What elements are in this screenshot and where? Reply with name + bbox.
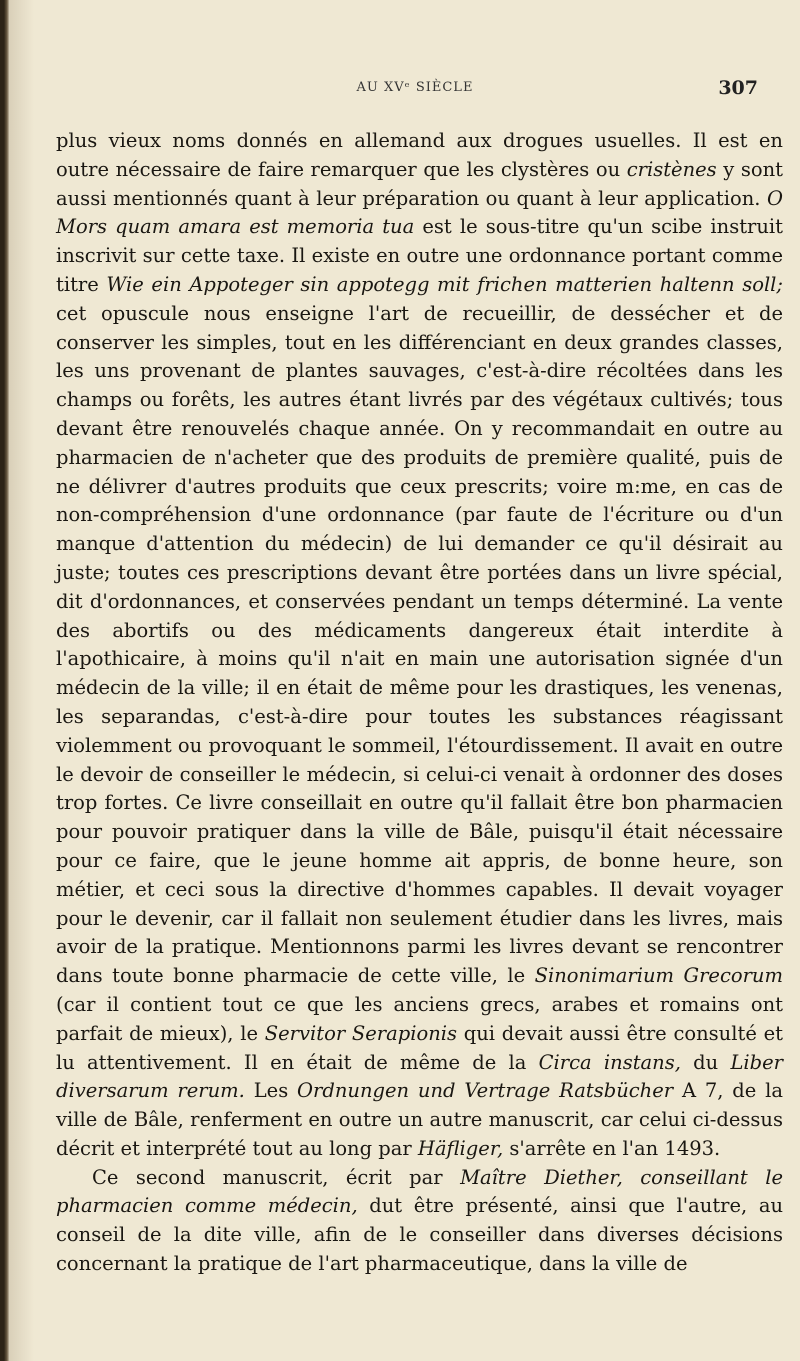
page-edge-shadow: [10, 0, 34, 1361]
text-run: du: [680, 1050, 731, 1074]
page-number: 307: [718, 77, 758, 99]
text-run: plus vieux noms donnés en allemand aux drogues usuelles. Il est en outre nécessaire de faire remarquer que les clystères ou: [56, 129, 783, 181]
paragraph-2: [56, 1164, 783, 1279]
italic-title: Liber diversarum rerum.: [56, 1050, 783, 1103]
text-run: qui devait aussi être consulté et lu attentivement. Il en était de même de la: [56, 1021, 783, 1074]
italic-term: cristènes: [626, 157, 717, 181]
text-run: Les: [244, 1079, 298, 1103]
paragraph-1: [56, 127, 783, 1164]
italic-title: O Mors quam amara est memoria tua: [56, 186, 783, 239]
italic-title: Circa instans,: [538, 1050, 681, 1074]
italic-title: Wie ein Appoteger sin appotegg mit frichen matterien haltenn soll;: [106, 272, 783, 296]
text-run: s'arrête en l'an 1493.: [503, 1136, 721, 1160]
body-text: [56, 127, 783, 1279]
text-run: Ce second manuscrit, écrit par: [92, 1165, 461, 1189]
text-run: A 7, de la ville de Bâle, renferment en outre un autre manuscrit, car celui ci-dessus décrit et interprété tout au long par: [56, 1079, 783, 1160]
italic-name: Maître Diether, conseillant le pharmacien comme médecin,: [56, 1165, 783, 1218]
running-title: AU XVᵉ SIÈCLE: [356, 80, 474, 95]
running-head: [60, 77, 770, 104]
text-run: dut être présenté, ainsi que l'autre, au conseil de la dite ville, afin de le conseiller dans diverses décisions concernant la pratique de l'art pharmaceutique, dans la ville de: [56, 1194, 783, 1276]
book-gutter: [0, 0, 10, 1361]
text-run: cet opuscule nous enseigne l'art de recueillir, de dessécher et de conserver les simples, tout en les différenciant en deux grandes classes, les uns provenant de plantes sauvages, c'est-à-dire récoltées dans les champs ou forêts, les autres étant livrés par des végétaux cultivés; tous devant être renouvelés chaque année. On y recommandait en outre au pharmacien de n'acheter que des produits de première qualité, puis de ne délivrer d'autres produits que ceux prescrits; voire m:me, en cas de non-compréhension d'une ordonnance (par faute de l'écriture ou d'un manque d'attention du médecin) de lui demander ce qu'il désirait au juste; toutes ces prescriptions devant être portées dans un livre spécial, dit d'ordonnances, et conservées pendant un temps déterminé. La vente des abortifs ou des médicaments dangereux était interdite à l'apothicaire, à moins qu'il n'ait en main une autorisation signée d'un médecin de la ville; il en était de même pour les drastiques, les venenas, les separandas, c'est-à-dire pour toutes les substances réagissant violemment ou provoquant le sommeil, l'étourdissement. Il avait en outre le devoir de conseiller le médecin, si celui-ci venait à ordonner des doses trop fortes. Ce livre conseillait en outre qu'il fallait être bon pharmacien pour pouvoir pratiquer dans la ville de Bâle, puisqu'il était nécessaire pour ce faire, que le jeune homme ait appris, de bonne heure, son métier, et ceci sous la directive d'hommes capables. Il devait voyager pour le devenir, car il fallait non seulement étudier dans les livres, mais avoir de la pratique. Mentionnons parmi les livres devant se rencontrer dans toute bonne pharmacie de cette ville, le: [56, 301, 783, 988]
italic-title: Sinonimarium Grecorum: [534, 964, 783, 988]
italic-title: Ordnungen und Vertrage Ratsbücher: [297, 1079, 674, 1103]
text-run: y sont aussi mentionnés quant à leur préparation ou quant à leur application.: [56, 157, 783, 210]
text-run: est le sous-titre qu'un scibe instruit inscrivit sur cette taxe. Il existe en outre une ordonnance portant comme titre: [56, 215, 783, 296]
text-run: (car il contient tout ce que les anciens grecs, arabes et romains ont parfait de mieux), le: [56, 992, 783, 1045]
italic-name: Häfliger,: [417, 1136, 504, 1160]
italic-title: Servitor Serapionis: [264, 1021, 458, 1045]
